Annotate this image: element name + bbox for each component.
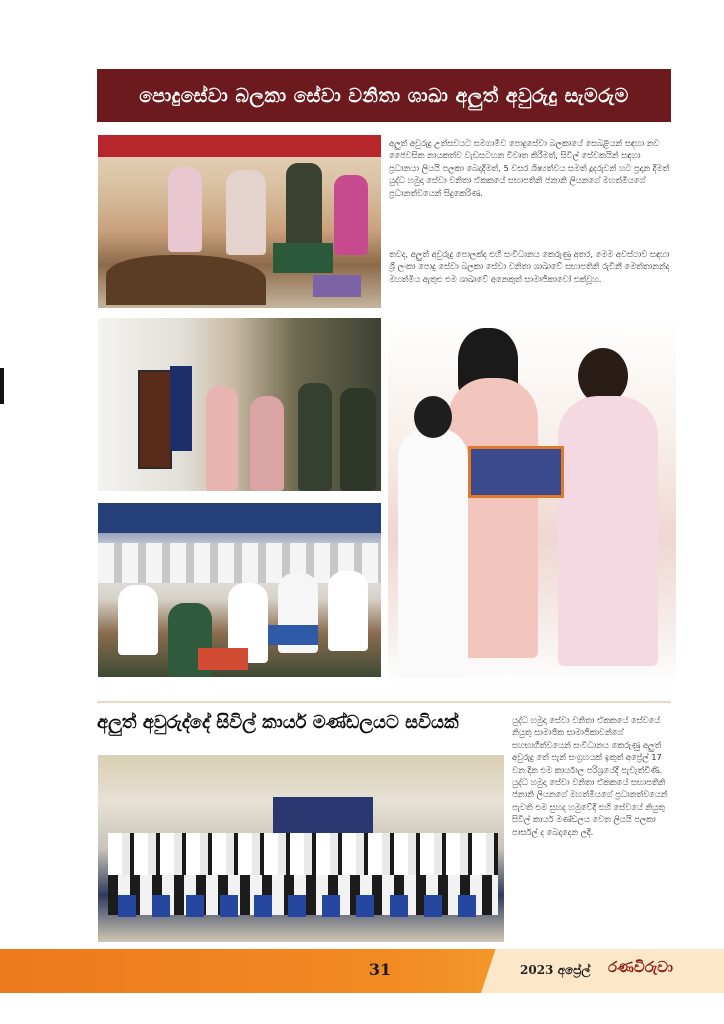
article1-paragraph1: අලුත් අවුරුදු උත්සවයට සමගාමීව පොදුසේවා බලකායේ සෙබළියන් සඳහා නව ජෛවසික නායකත්ව වැඩසටහන විවෘත කිරීමත්, සිවිල් සේවකයින් සඳහා ප්‍රධානයා ලියයි පලකා බෙදාදීමත්, 5 වසර ශිෂ්‍යත්වය සමත් දූදරුවන් හට ප්‍රදාන දීමත් යුද්ධ හමුදා සේවා වනිතා ඒකකයේ සභාපතිනි ජනානි ලියනගේ මහත්මියගේ ප්‍රධානත්වයෙන් සිදුකෙරිණ. xyxy=(389,138,670,198)
page-number: 31 xyxy=(368,960,392,979)
photo-civil-staff-group xyxy=(98,755,504,942)
article2-headline: අලුත් අවුරුද්දේ සිවිල් කාර්ය මණ්ඩලයට සවියක් xyxy=(97,712,459,733)
photo-new-year-stall xyxy=(98,135,381,308)
page-edge-mark xyxy=(0,368,4,404)
article2-body: යුද්ධ හමුදා සේවා වනිතා ඒකකයේ සේවයේ නියුතු සාමාජික සාමාජිකාවන්ගේ සහභාගීත්වයෙන් සංවිධානය කෙරුණු අලුත් අවුරුදු තේ පැන් සංග්‍රහයක් ඉකුත් අප්‍රේල් 17 වන දින එම කාර්යාල පරිශ්‍රයේදී පැවැත්විණි. යුද්ධ හමුදා සේවා වනිතා ඒකකයේ සභාපතිනි ජනානි ලියනගේ මහත්මියගේ ප්‍රධානත්වයෙන් පැවති එම සුහද හමුවේදී එහි සේවයේ නියුතු සිවිල් කාර්ය මණ්ඩලය වෙත ලියයි පලකා පාර්සල් ද බෙදාදෙන ලදී. xyxy=(512,715,668,837)
section-divider xyxy=(97,701,671,703)
banner-title: පොදුසේවා බලකා සේවා වනිතා ශාඛා අලුත් අවුරුදු සැමරුම xyxy=(139,84,629,107)
issue-date: 2023 අප්‍රේල් xyxy=(520,963,591,977)
footer-accent xyxy=(481,949,724,993)
photo-gift-presentation xyxy=(388,318,676,683)
headline-banner xyxy=(97,69,671,122)
magazine-logo: රණවිරුවා xyxy=(608,958,673,976)
article1-paragraph2: තවද, අලුත් අවුරුදු පොලක්ද එහි සංවිධානය කෙරුණු අතර, මෙම අවස්ථාව සඳහා ශ්‍රී ලංකා පොදු සේවා බලකා සේවා වනිතා ශාඛාවේ සභාපතිනි රුවිනී මෙත්තානන්ද මහත්මිය ඇතුළු එම ශාඛාවේ අනෙකුත් සාමාජිකාවෝ එක්වූහ. xyxy=(389,249,670,284)
photo-plaque-unveiling xyxy=(98,318,381,491)
photo-students-hall xyxy=(98,503,381,677)
